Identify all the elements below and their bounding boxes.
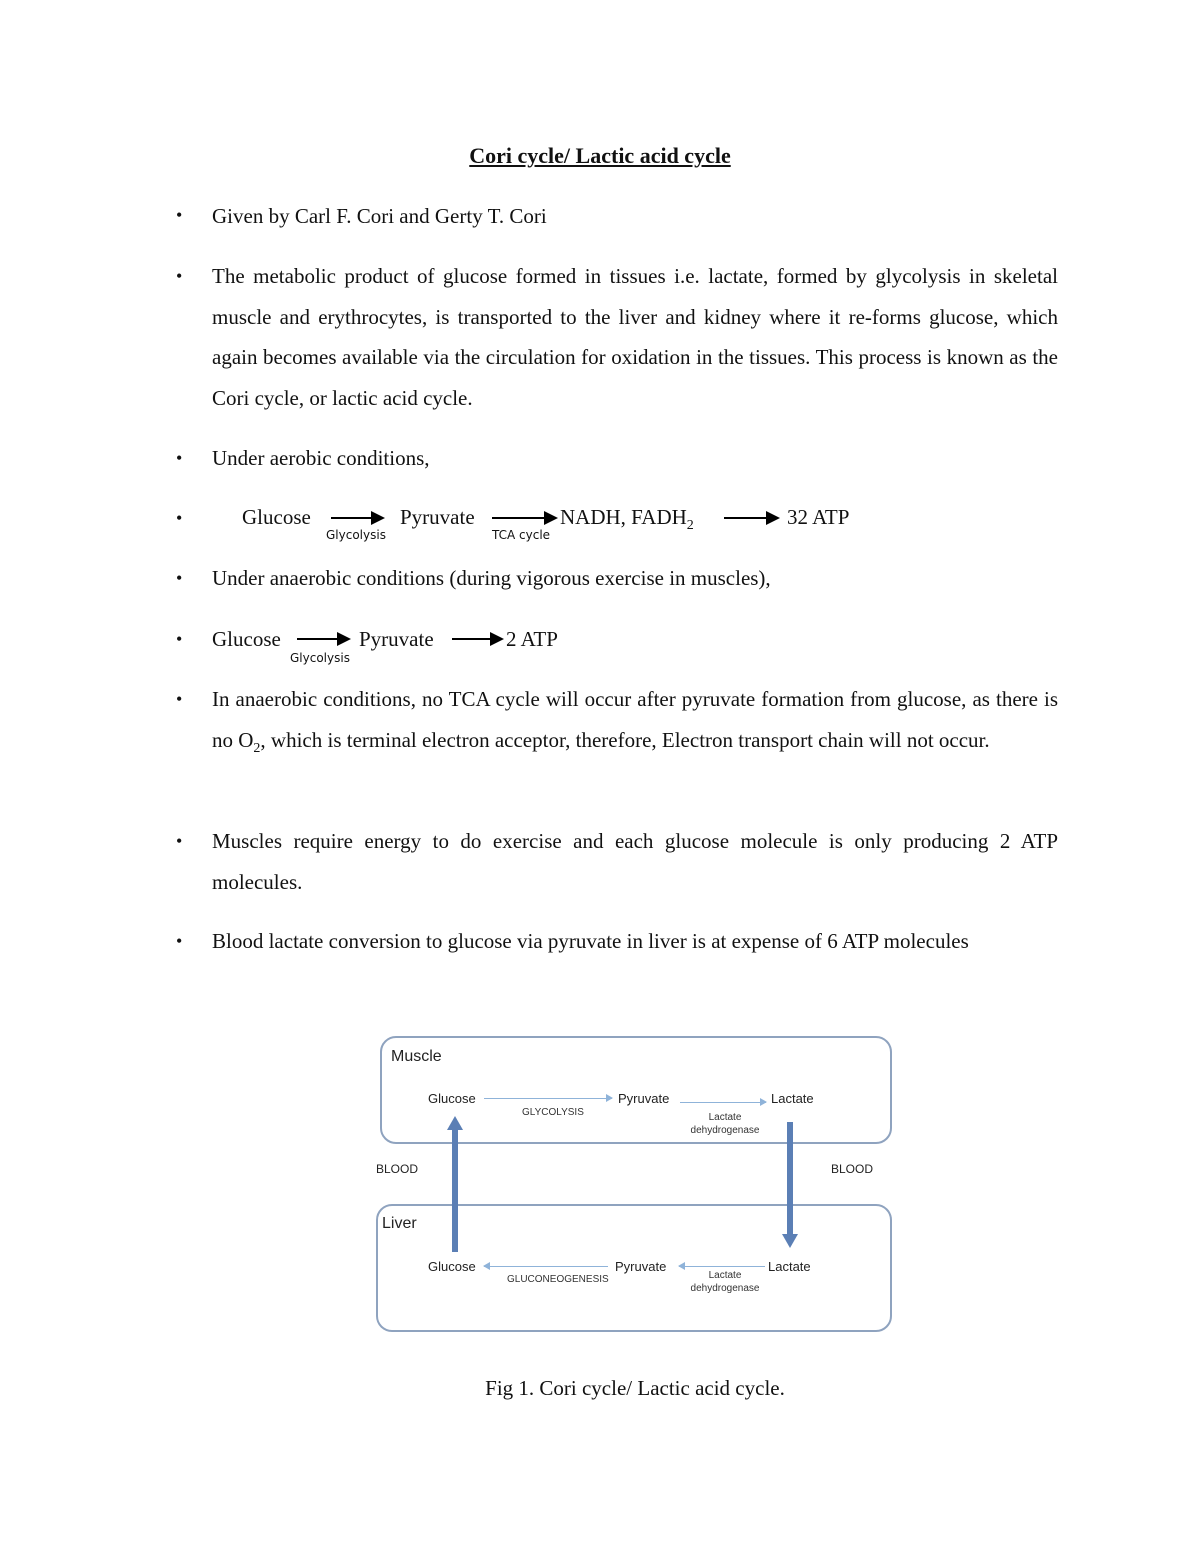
bullet-text-no-tca xyxy=(212,679,1058,769)
muscle-glucose: Glucose xyxy=(428,1091,476,1106)
liver-to-muscle-arrow-icon xyxy=(452,1128,458,1252)
liver-pyruvate: Pyruvate xyxy=(615,1259,667,1274)
liver-lactate: Lactate xyxy=(768,1259,811,1274)
down-arrowhead-icon xyxy=(782,1234,798,1248)
bullet-text-discoverers: Given by Carl F. Cori and Gerty T. Cori xyxy=(212,204,547,228)
arrow-icon xyxy=(452,638,502,640)
eq-glucose: Glucose xyxy=(212,627,281,651)
eq-label-glycolysis: Glycolysis xyxy=(290,651,350,665)
bullet-marker: • xyxy=(176,508,183,528)
ldh-arrow-icon xyxy=(680,1102,766,1103)
muscle-pyruvate: Pyruvate xyxy=(618,1091,670,1106)
glycolysis-label: GLYCOLYSIS xyxy=(522,1107,584,1118)
bullet-marker: • xyxy=(176,629,183,649)
arrow-icon xyxy=(492,517,556,519)
ldh-reverse-arrow-icon xyxy=(679,1266,765,1267)
bullet-marker: • xyxy=(176,205,183,225)
eq-pyruvate: Pyruvate xyxy=(400,505,475,529)
eq-atp: 2 ATP xyxy=(506,627,558,651)
figure-caption: Fig 1. Cori cycle/ Lactic acid cycle. xyxy=(485,1376,785,1400)
bullet-marker: • xyxy=(176,266,183,286)
o2-subscript: 2 xyxy=(253,740,261,756)
blood-label-left: BLOOD xyxy=(376,1162,419,1176)
arrow-icon xyxy=(331,517,383,519)
liver-label: Liver xyxy=(382,1215,417,1232)
ldh-label-line: Lactate xyxy=(708,1112,742,1123)
bullet-marker: • xyxy=(176,448,183,468)
muscle-lactate: Lactate xyxy=(771,1091,814,1106)
gluconeogenesis-label: GLUCONEOGENESIS xyxy=(507,1274,609,1285)
bullet-text-part: In anaerobic conditions, no TCA cycle will occur after pyruvate formation from glucose, as there is no O xyxy=(212,687,1058,752)
page-title: Cori cycle/ Lactic acid cycle xyxy=(469,143,731,168)
eq-nadh-sub: 2 xyxy=(686,518,694,534)
bullet-marker: • xyxy=(176,931,183,951)
bullet-text-definition: The metabolic product of glucose formed in tissues i.e. lactate, formed by glycolysis in skeletal muscle and erythrocytes, is transported to the liver and kidney where it re-forms glucose, which again becomes available via the circulation for oxidation in the tissues. This process is known as the Cori cycle, or lactic acid cycle. xyxy=(212,264,1058,410)
liver-glucose: Glucose xyxy=(428,1259,476,1274)
bullet-text-energy: Muscles require energy to do exercise and each glucose molecule is only producing 2 ATP molecules. xyxy=(212,829,1058,894)
blood-label-right: BLOOD xyxy=(831,1162,874,1176)
bullet-text-anaerobic: Under anaerobic conditions (during vigorous exercise in muscles), xyxy=(212,566,771,590)
ldh-label-line: dehydrogenase xyxy=(690,1125,760,1136)
arrow-icon xyxy=(297,638,349,640)
eq-label-glycolysis: Glycolysis xyxy=(326,528,386,542)
bullet-marker: • xyxy=(176,689,183,709)
bullet-text-aerobic: Under aerobic conditions, xyxy=(212,446,430,470)
eq-nadh xyxy=(560,505,694,534)
bullet-marker: • xyxy=(176,831,183,851)
glycolysis-arrow-icon xyxy=(484,1098,612,1099)
ldh-label-line: dehydrogenase xyxy=(690,1283,760,1294)
muscle-label: Muscle xyxy=(391,1048,442,1065)
gluconeogenesis-arrow-icon xyxy=(484,1266,608,1267)
cori-cycle-diagram xyxy=(370,1030,905,1345)
arrow-icon xyxy=(724,517,778,519)
ldh-label-top xyxy=(686,1111,764,1137)
bullet-text-part: , which is terminal electron acceptor, therefore, Electron transport chain will not occur. xyxy=(260,727,990,752)
ldh-label-bottom xyxy=(686,1269,764,1295)
eq-atp: 32 ATP xyxy=(787,505,850,529)
ldh-label-line: Lactate xyxy=(708,1270,742,1281)
muscle-to-liver-arrow-icon xyxy=(787,1122,793,1236)
up-arrowhead-icon xyxy=(447,1116,463,1130)
bullet-marker: • xyxy=(176,568,183,588)
eq-nadh-text: NADH, FADH xyxy=(560,505,687,529)
eq-label-tca: TCA cycle xyxy=(492,528,551,542)
bullet-text-expense: Blood lactate conversion to glucose via pyruvate in liver is at expense of 6 ATP molecules xyxy=(212,929,969,953)
eq-pyruvate: Pyruvate xyxy=(359,627,434,651)
eq-glucose: Glucose xyxy=(242,505,311,529)
